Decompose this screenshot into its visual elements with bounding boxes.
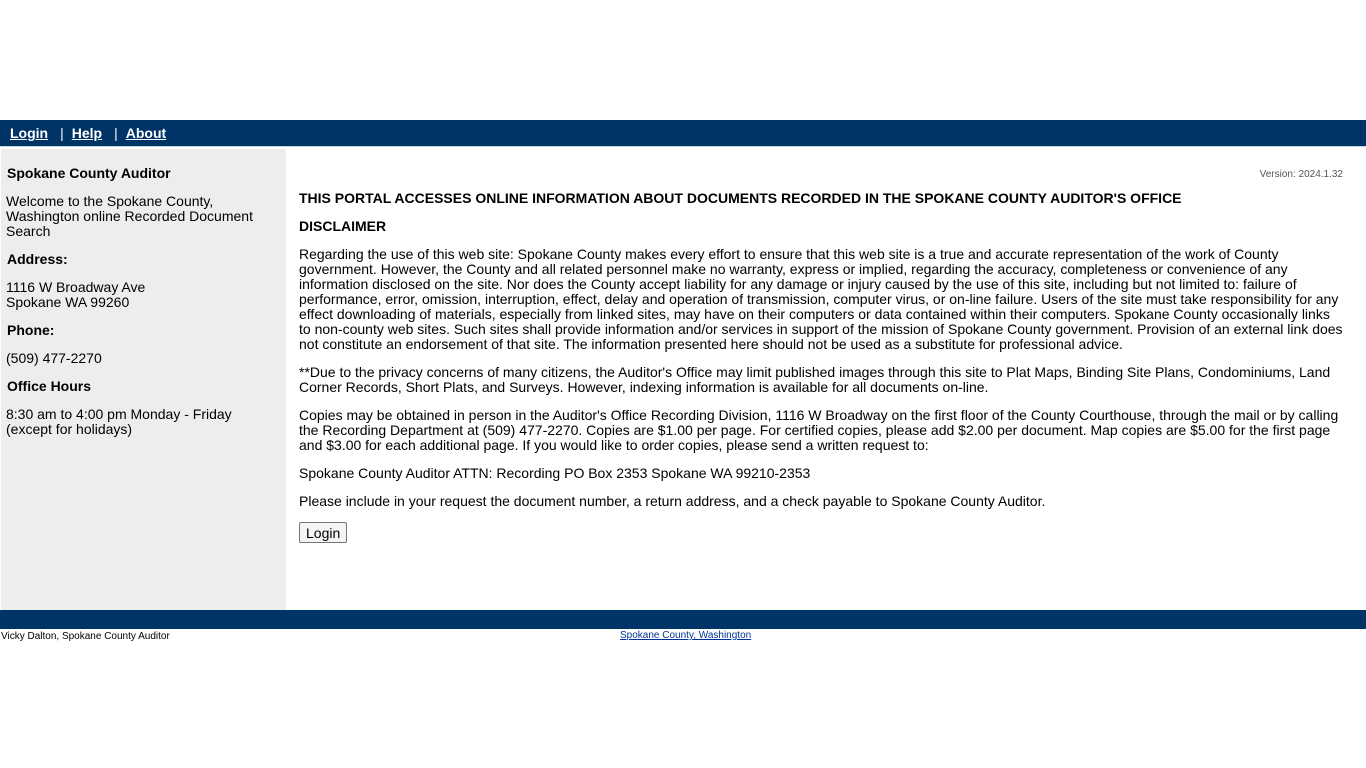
footer-bar: [0, 610, 1366, 629]
address-line-2: Spokane WA 99260: [6, 294, 130, 310]
hours-line-2: (except for holidays): [6, 421, 133, 437]
copies-info: Copies may be obtained in person in the Auditor's Office Recording Division, 1116 W Broadway on the first floor of the County Courthouse, through the mail or by calling the Recording Department at (509) 477-2270. Copies are $1.00 per page. For certified copies, please add $2.00 per document. Map copies are $5.00 for the first page and $3.00 for each additional page. If you would like to order copies, please send a written request to:: [299, 407, 1339, 453]
mailing-address: Spokane County Auditor ATTN: Recording PO Box 2353 Spokane WA 99210-2353: [299, 465, 811, 481]
version-label: Version: 2024.1.32: [1259, 169, 1343, 180]
office-hours-text: [6, 407, 286, 437]
address-line-1: 1116 W Broadway Ave: [6, 279, 146, 295]
top-nav-bar: [0, 120, 1366, 147]
footer-auditor-name: Vicky Dalton, Spokane County Auditor: [1, 631, 170, 642]
sidebar: [1, 149, 286, 610]
privacy-note: **Due to the privacy concerns of many citizens, the Auditor's Office may limit published images through this site to Plat Maps, Binding Site Plans, Condominiums, Land Corner Records, Short Plats, and Surveys. However, indexing information is available for all documents on-line.: [299, 364, 1331, 395]
phone-label: Phone:: [7, 322, 55, 338]
nav-separator: |: [114, 125, 118, 141]
nav-separator: |: [60, 125, 64, 141]
main-content: [299, 149, 1345, 610]
address-text: [6, 280, 286, 310]
county-link[interactable]: Spokane County, Washington: [620, 630, 752, 641]
welcome-text: Welcome to the Spokane County, Washington online Recorded Document Search: [6, 193, 253, 239]
disclaimer-heading: DISCLAIMER: [299, 218, 387, 234]
footer-county-link-wrapper: [620, 630, 751, 641]
office-hours-label: Office Hours: [7, 378, 92, 394]
top-nav: [10, 125, 166, 141]
portal-heading: THIS PORTAL ACCESSES ONLINE INFORMATION ABOUT DOCUMENTS RECORDED IN THE SPOKANE COUNTY AUDITOR'S OFFICE: [299, 190, 1182, 206]
nav-login-link[interactable]: Login: [10, 125, 49, 141]
address-label: Address:: [7, 251, 68, 267]
nav-about-link[interactable]: About: [125, 125, 167, 141]
login-button[interactable]: Login: [299, 522, 347, 543]
hours-line-1: 8:30 am to 4:00 pm Monday - Friday: [6, 406, 232, 422]
sidebar-title: Spokane County Auditor: [7, 165, 171, 181]
disclaimer-text: Regarding the use of this web site: Spokane County makes every effort to ensure that this web site is a true and accurate representation of the work of County government. However, the County and all related personnel make no warranty, express or implied, regarding the accuracy, completeness or convenience of any information disclosed on the site. Nor does the County accept liability for any damage or injury caused by the use of this site, including but not limited to: failure of performance, error, omission, interruption, effect, delay and operation of transmission, computer virus, or on-line failure. Users of the site must take responsibility for any effect downloading of materials, especially from linked sites, may have on their computers or data contained within their computers. Spokane County occasionally links to non-county web sites. Such sites shall provide information and/or services in support of the mission of Spokane County government. Provision of an external link does not constitute an endorsement of that site. The information presented here should not be used as a substitute for professional advice.: [299, 246, 1343, 352]
nav-help-link[interactable]: Help: [71, 125, 103, 141]
request-instructions: Please include in your request the document number, a return address, and a check payable to Spokane County Auditor.: [299, 493, 1046, 509]
phone-number: (509) 477-2270: [6, 350, 102, 366]
